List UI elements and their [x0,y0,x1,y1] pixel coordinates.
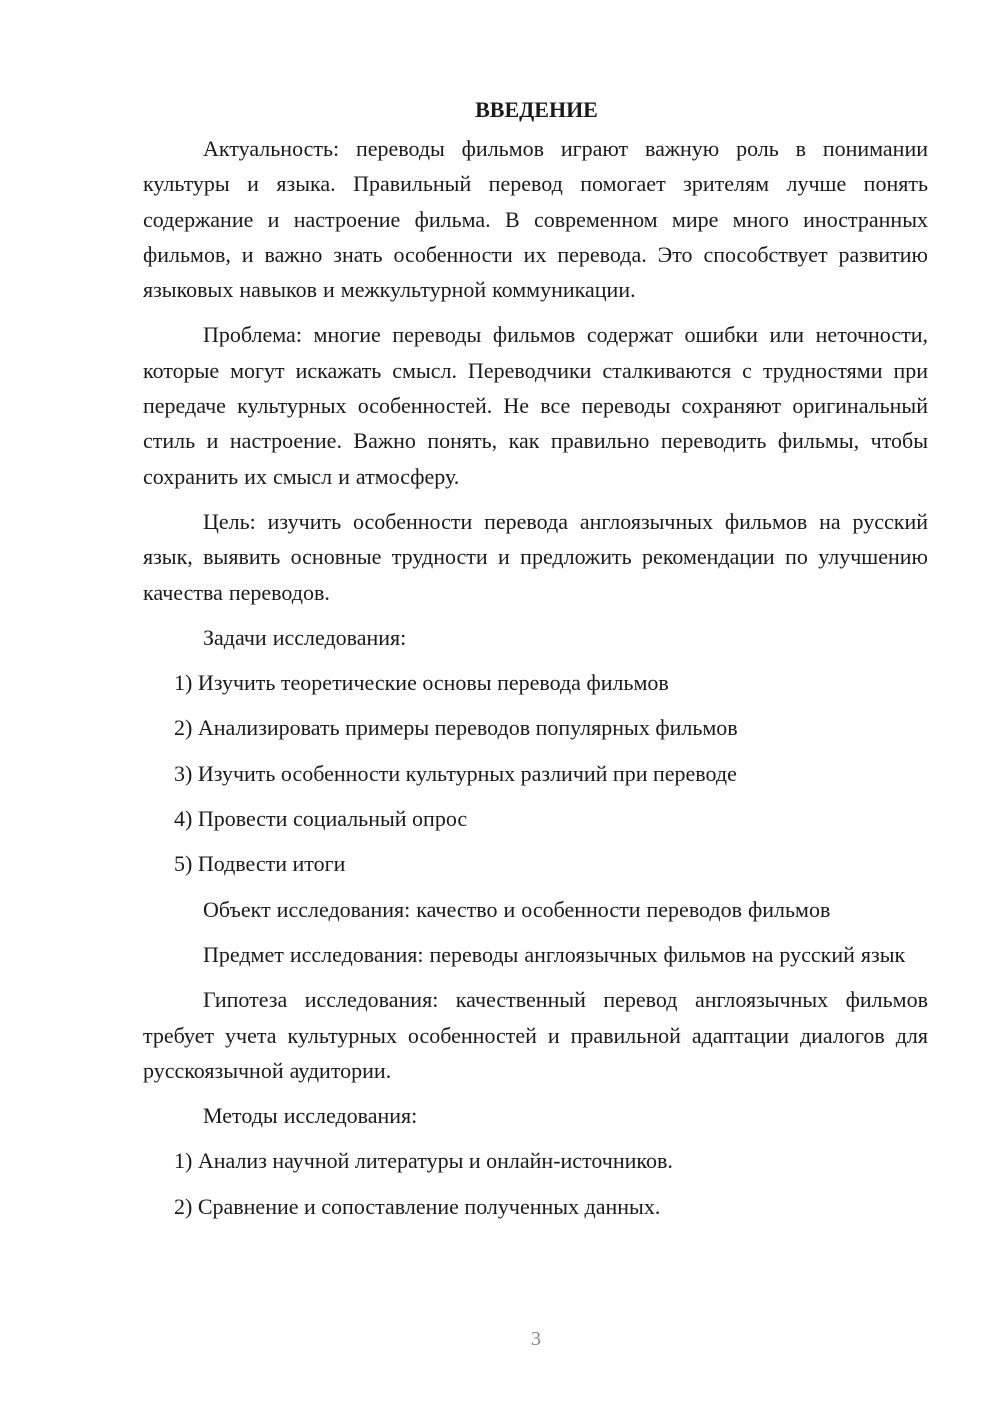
method-item: 1) Анализ научной литературы и онлайн-источников. [174,1148,673,1174]
page-number: 3 [531,1328,541,1350]
task-item: 1) Изучить теоретические основы перевода фильмов [174,670,669,696]
relevance-paragraph: Актуальность: переводы фильмов играют важную роль в понимании культуры и языка. Правильный перевод помогает зрителям лучше понять содержание и настроение фильма. В современном мире много иностранных фильмов, и важно знать особенности их перевода. Это способствует развитию языковых навыков и межкультурной коммуникации. [143,136,928,303]
problem-paragraph: Проблема: многие переводы фильмов содержат ошибки или неточности, которые могут искажать смысл. Переводчики сталкиваются с трудностями при передаче культурных особенностей. Не все переводы сохраняют оригинальный стиль и настроение. Важно понять, как правильно переводить фильмы, чтобы сохранить их смысл и атмосферу. [143,322,928,489]
hypothesis-paragraph: Гипотеза исследования: качественный перевод англоязычных фильмов требует учета культурных особенностей и правильной адаптации диалогов для русскоязычной аудитории. [143,987,928,1083]
task-item: 2) Анализировать примеры переводов популярных фильмов [174,715,738,741]
subject-paragraph: Предмет исследования: переводы англоязычных фильмов на русский язык [203,941,906,967]
page-content [143,92,928,1234]
task-item: 3) Изучить особенности культурных различий при переводе [174,760,737,786]
section-title: ВВЕДЕНИЕ [475,97,598,122]
methods-heading: Методы исследования: [203,1103,418,1129]
task-item: 4) Провести социальный опрос [174,806,468,832]
method-item: 2) Сравнение и сопоставление полученных данных. [174,1193,661,1219]
task-item: 5) Подвести итоги [174,851,346,877]
tasks-heading: Задачи исследования: [203,624,407,650]
goal-paragraph: Цель: изучить особенности перевода англоязычных фильмов на русский язык, выявить основные трудности и предложить рекомендации по улучшению качества переводов. [143,508,928,605]
object-paragraph: Объект исследования: качество и особенности переводов фильмов [203,896,831,922]
